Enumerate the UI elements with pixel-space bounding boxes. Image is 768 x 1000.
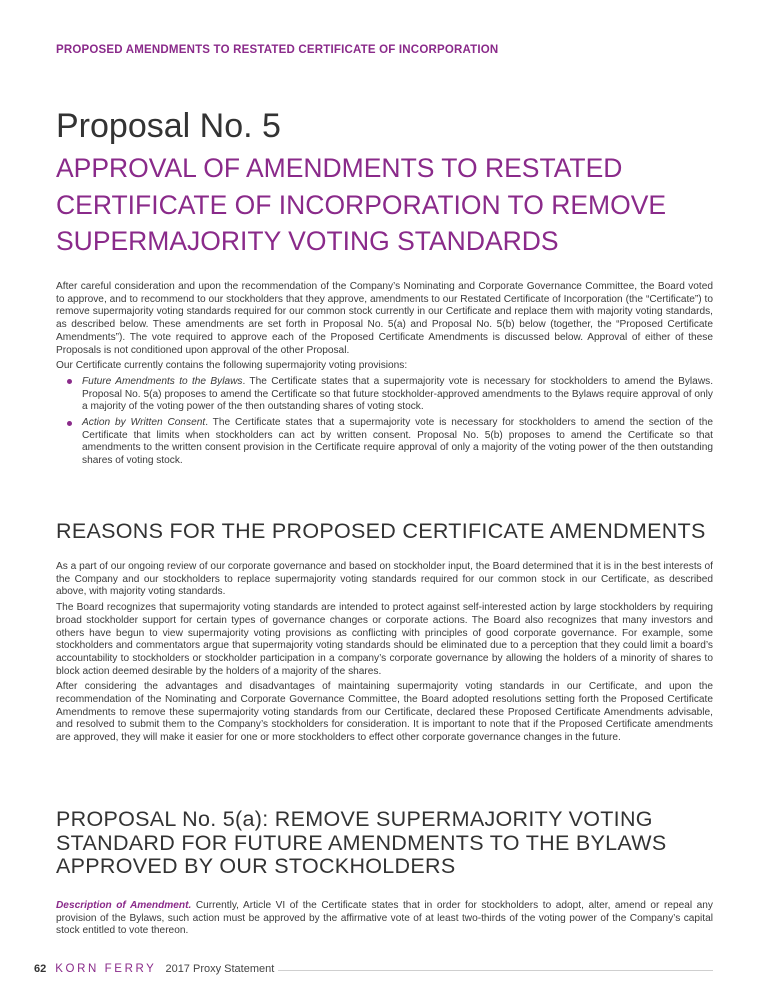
reasons-heading: REASONS FOR THE PROPOSED CERTIFICATE AMENDMENTS <box>56 519 706 543</box>
proposal-subtitle-line: SUPERMAJORITY VOTING STANDARDS <box>56 226 559 256</box>
proposal-5a-heading-line: STANDARD FOR FUTURE AMENDMENTS TO THE BYLAWS <box>56 830 667 855</box>
proposal-subtitle-line: APPROVAL OF AMENDMENTS TO RESTATED <box>56 153 623 183</box>
page-footer <box>34 961 713 977</box>
bullet-label: Action by Written Consent <box>82 417 206 429</box>
bullet-text: . The Certificate states that a supermajority vote is necessary for stockholders to amend the section of the Certificate that limits when stockholders can act by written consent. Proposal No. 5(b) proposes to amend the Certificate so that amendments to the written consent provision in the Certificate require approval of only a majority of the voting power of the then outstanding shares of voting stock. <box>82 417 713 467</box>
proposal-5a-heading <box>56 808 716 879</box>
reasons-paragraph: After considering the advantages and disadvantages of maintaining supermajority voting standards in our Certificate, and upon the recommendation of the Nominating and Corporate Governance Committee, the Board adopted resolutions setting forth the Proposed Certificate Amendments to remove these supermajority voting standards from our Certificate, declared these Proposed Certificate Amendments advisable, and resolved to submit them to the Company’s stockholders for consideration. It is important to note that if the Proposed Certificate amendments are approved, they will make it easier for one or more stockholders to effect other corporate governance changes in the future. <box>56 681 713 744</box>
proposal-subtitle <box>56 150 716 260</box>
bullet-label: Future Amendments to the Bylaws <box>82 375 243 387</box>
reasons-paragraph: As a part of our ongoing review of our corporate governance and based on stockholder input, the Board determined that it is in the best interests of the Company and our stockholders to replace supermajority voting standards required for our common stock in our Certificate, as described above, with majority voting standards. <box>56 561 713 598</box>
document-title: 2017 Proxy Statement <box>165 963 275 975</box>
intro-paragraph: Our Certificate currently contains the following supermajority voting provisions: <box>56 360 408 372</box>
description-text: Currently, Article VI of the Certificate states that in order for stockholders to adopt, alter, amend or repeal any provision of the Bylaws, such action must be approved by the affirmative vote of at least two-thirds of the voting power of the Company’s capital stock entitled to vote thereon. <box>56 900 713 937</box>
list-item <box>82 417 713 468</box>
proposal-subtitle-line: CERTIFICATE OF INCORPORATION TO REMOVE <box>56 189 667 220</box>
footer-divider <box>278 970 713 971</box>
supermajority-provisions-list <box>56 376 713 468</box>
intro-section <box>56 281 713 471</box>
proposal-5a-section <box>56 900 713 941</box>
intro-paragraph: After careful consideration and upon the recommendation of the Company’s Nominating and Corporate Governance Committee, the Board voted to approve, and to recommend to our stockholders that they approve, amendments to our Restated Certificate of Incorporation (the “Certificate”) to remove supermajority voting standards required for our common stock currently in our Certificate and replace them with majority voting standards, as described below. These amendments are set forth in Proposal No. 5(a) and Proposal No. 5(b) below (together, the “Proposed Certificate Amendments”). The vote required to approve each of the Proposed Certificate Amendments is discussed below. Approval of either of these Proposals is not conditioned upon approval of the other Proposal. <box>56 281 713 356</box>
brand-logo: KORN FERRY <box>55 963 157 975</box>
reasons-section <box>56 561 713 748</box>
running-head: PROPOSED AMENDMENTS TO RESTATED CERTIFICATE OF INCORPORATION <box>56 44 499 56</box>
list-item <box>82 376 713 414</box>
description-paragraph <box>56 900 713 938</box>
proposal-5a-heading-line: APPROVED BY OUR STOCKHOLDERS <box>56 854 456 878</box>
proposal-title: Proposal No. 5 <box>56 107 281 145</box>
reasons-paragraph: The Board recognizes that supermajority voting standards are intended to protect against self-interested action by large stockholders by requiring broad stockholder support for certain types of governance changes or corporate actions. The Board also recognizes that many investors and others have begun to view supermajority voting provisions as conflicting with principles of good corporate governance. For example, some stockholders and commentators argue that supermajority voting standards should be eliminated due to a perception that they could limit a board’s accountability to stockholders or stockholder participation in a company’s corporate governance by allowing the holders of a minority of shares to block action deemed desirable by the holders of a majority of the shares. <box>56 602 713 677</box>
description-label: Description of Amendment. <box>56 900 192 911</box>
bullet-icon <box>67 379 72 384</box>
page-number: 62 <box>34 963 47 975</box>
proposal-5a-heading-line: PROPOSAL No. 5(a): REMOVE SUPERMAJORITY VOTING <box>56 807 653 831</box>
bullet-icon <box>67 421 72 426</box>
bullet-text: . The Certificate states that a supermajority vote is necessary for stockholders to amend the Bylaws. Proposal No. 5(a) proposes to amend the Certificate so that future stockholder-approved amendments to the Bylaws require approval of only a majority of the voting power of the then outstanding shares of voting stock. <box>82 375 714 413</box>
